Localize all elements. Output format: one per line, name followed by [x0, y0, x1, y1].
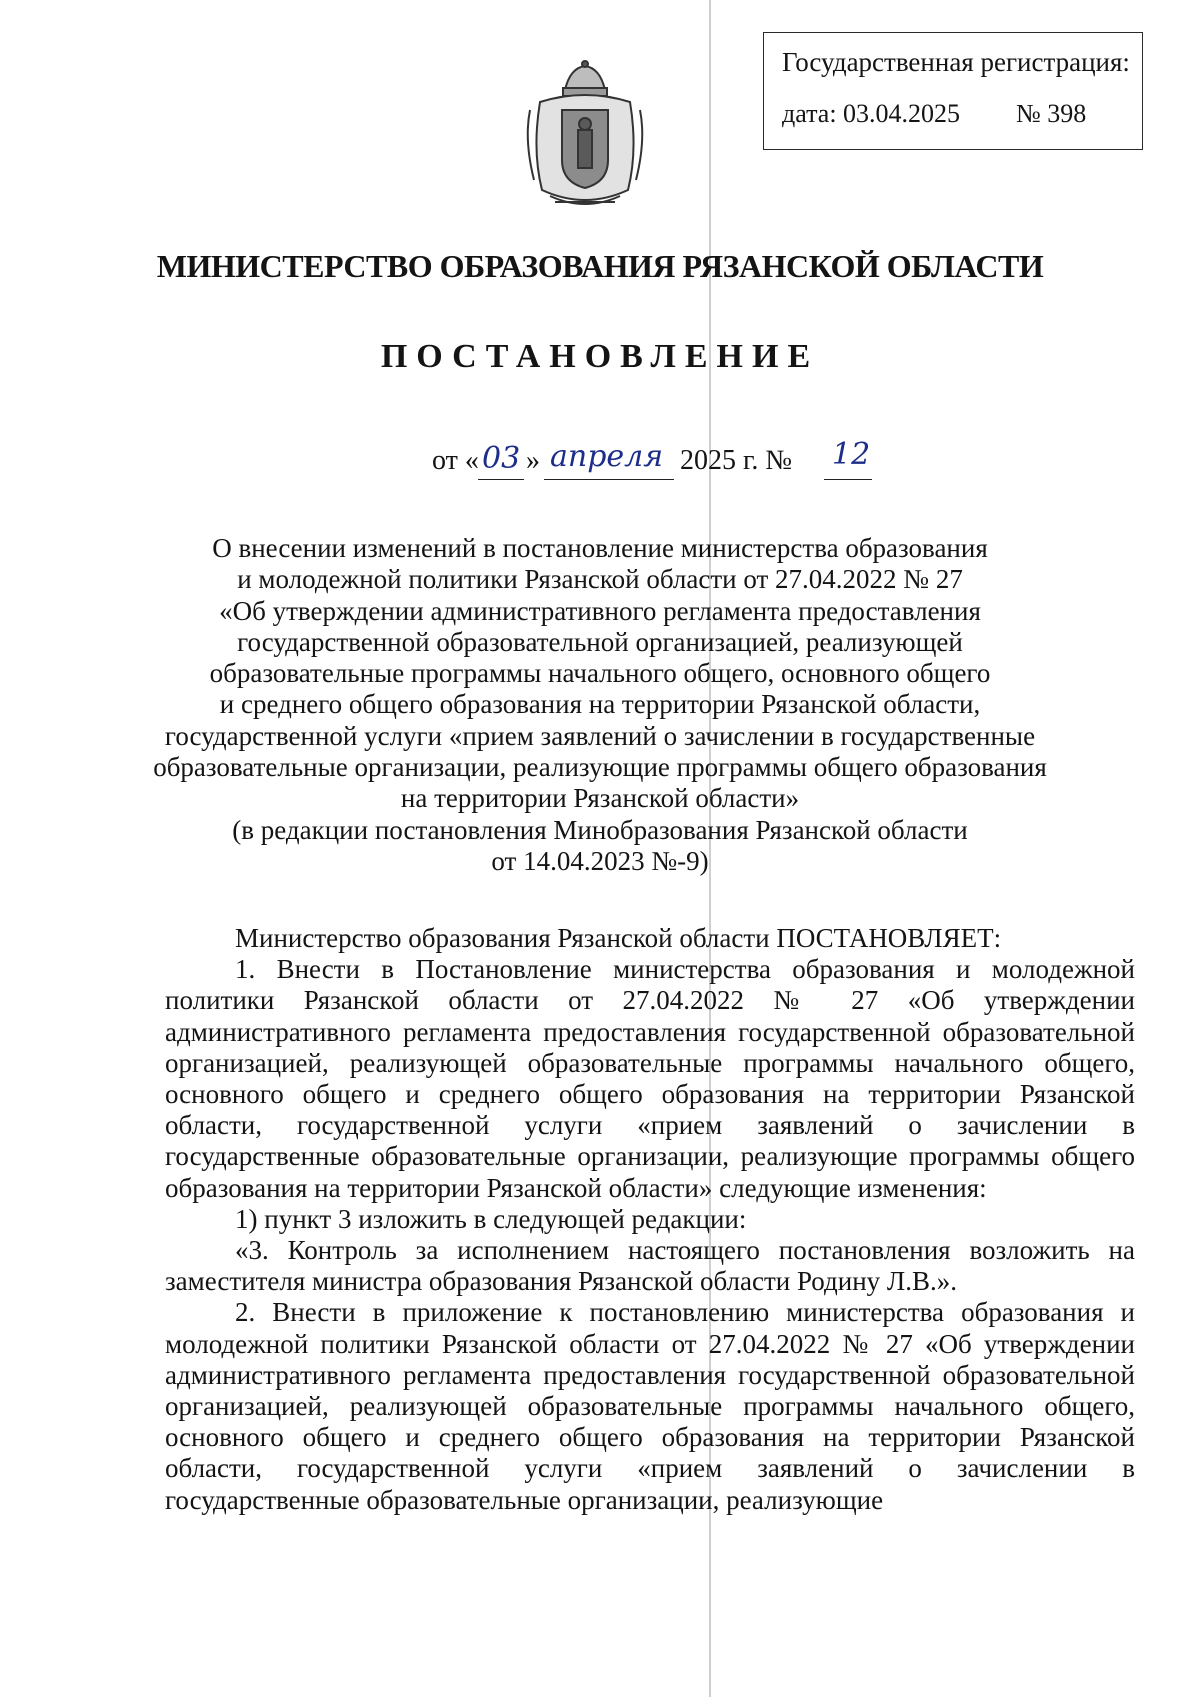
registration-title: Государственная регистрация: [782, 47, 1130, 77]
month-underline [544, 479, 674, 480]
title-line: от 14.04.2023 №-9) [491, 845, 709, 876]
date-prefix: от « [432, 445, 479, 476]
coat-of-arms-icon [520, 60, 650, 215]
title-line: О внесении изменений в постановление министерства образования [212, 533, 988, 563]
decree-number: 12 [832, 437, 871, 472]
registration-number: № 398 [1016, 99, 1087, 128]
item-1-quote: «3. Контроль за исполнением настоящего постановления возложить на заместителя министра образования Рязанской области Родину Л.В.». [165, 1235, 1135, 1297]
date-year: 2025 г. № [680, 445, 793, 476]
title-line: и молодежной политики Рязанской области от 27.04.2022 № 27 [237, 564, 963, 595]
date-mid: » [526, 445, 540, 476]
registration-date: дата: 03.04.2025 [782, 99, 961, 128]
title-line: государственной услуги «прием заявлений о зачислении в государственные [164, 720, 1036, 751]
title-line: и среднего общего образования на территории Рязанской области, [219, 689, 981, 720]
decree-body [165, 923, 1135, 1516]
registration-stamp [763, 32, 1143, 150]
title-line: (в редакции постановления Минобразования Рязанской области [232, 814, 968, 845]
title-line: государственной образовательной организацией, реализующей [237, 626, 963, 657]
item-1-subpoint: 1) пункт 3 изложить в следующей редакции: [235, 1203, 747, 1234]
item-2: 2. Внести в приложение к постановлению министерства образования и молодежной политики Рязанской области от 27.04.2022 № 27 «Об утверждении административного регламента предоставления государственной образовательной организацией, реализующей образовательные программы начального общего, основного общего и среднего общего образования на территории Рязанской области, государственной услуги «прием заявлений о зачислении в государственные образовательные организации, реализующие [165, 1297, 1135, 1515]
decree-title [150, 533, 1050, 877]
document-type: ПОСТАНОВЛЕНИЕ [380, 338, 820, 375]
title-line: образовательные организации, реализующие программы общего образования [153, 752, 1047, 783]
ministry-name: МИНИСТЕРСТВО ОБРАЗОВАНИЯ РЯЗАНСКОЙ ОБЛАСТИ [156, 248, 1044, 284]
title-line: «Об утверждении административного регламента предоставления [219, 595, 981, 626]
title-line: на территории Рязанской области» [400, 783, 800, 814]
date-day: 03 [482, 441, 521, 476]
date-month: апреля [550, 439, 664, 474]
title-line: образовательные программы начального общего, основного общего [209, 658, 991, 689]
day-underline [478, 479, 524, 480]
preamble: Министерство образования Рязанской области ПОСТАНОВЛЯЕТ: [235, 923, 1002, 953]
number-underline [824, 479, 872, 480]
item-1: 1. Внести в Постановление министерства образования и молодежной политики Рязанской области от 27.04.2022 № 27 «Об утверждении административного регламента предоставления государственной образовательной организацией, реализующей образовательные программы начального общего, основного общего и среднего общего образования на территории Рязанской области, государственной услуги «прием заявлений о зачислении в государственные образовательные организации, реализующие программы общего образования на территории Рязанской области» следующие изменения: [165, 954, 1135, 1203]
